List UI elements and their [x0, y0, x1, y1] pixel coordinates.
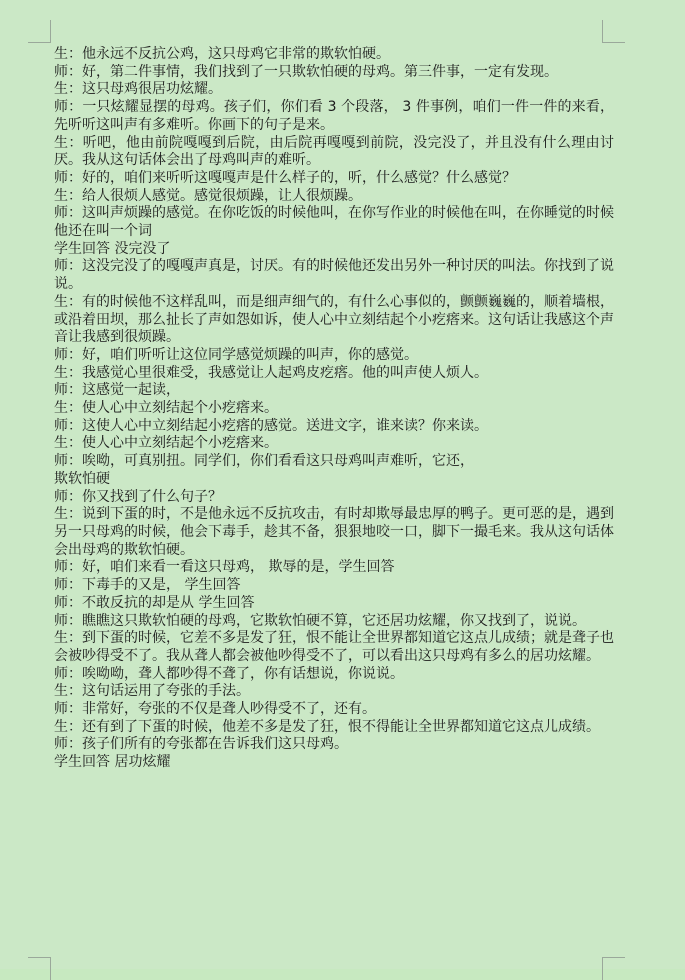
- paragraph: 生：这句话运用了夸张的手法。: [54, 683, 250, 700]
- paragraph: 学生回答 没完没了: [54, 240, 171, 257]
- paragraph: 师：这感觉一起读，: [54, 382, 180, 399]
- paragraph: 师：一只炫耀显摆的母鸡。孩子们，你们看 3 个段落， 3 件事例，咱们一件一件的来看，先听听这叫声有多难听。你画下的句子是来。: [54, 99, 614, 133]
- paragraph: 师：好，第二件事情，我们找到了一只欺软怕硬的母鸡。第三件事，一定有发现。: [54, 63, 558, 80]
- paragraph: 师：孩子们所有的夸张都在告诉我们这只母鸡。: [54, 736, 348, 753]
- paragraph: 师：不敢反抗的却是从 学生回答: [54, 594, 255, 611]
- paragraph: 生：说到下蛋的时，不是他永远不反抗攻击，有时却欺辱最忠厚的鸭子。更可恶的是，遇到另一只母鸡的时候，他会下毒手，趁其不备，狠狠地咬一口，脚下一撮毛来。我从这句话体会出母鸡的欺软怕硬。: [54, 506, 614, 558]
- paragraph: 师：这使人心中立刻结起小疙瘩的感觉。送进文字，谁来读？你来读。: [54, 417, 488, 434]
- document-body: [54, 46, 614, 772]
- paragraph: 生：我感觉心里很难受，我感觉让人起鸡皮疙瘩。他的叫声使人烦人。: [54, 364, 488, 381]
- corner-mark-top-left: [28, 20, 51, 43]
- paragraph: 学生回答 居功炫耀: [54, 754, 171, 771]
- paragraph: 师：非常好，夸张的不仅是聋人吵得受不了，还有。: [54, 701, 376, 718]
- paragraph: 生：听吧，他由前院嘎嘎到后院，由后院再嘎嘎到前院，没完没了，并且没有什么理由讨厌。我从这句话体会出了母鸡叫声的难听。: [54, 134, 614, 169]
- paragraph: 生：有的时候他不这样乱叫，而是细声细气的，有什么心事似的，颤颤巍巍的，顺着墙根，或沿着田坝，那么扯长了声如怨如诉，使人心中立刻结起个小疙瘩来。这句话让我感这个声音让我感到很烦躁。: [54, 293, 614, 346]
- paragraph: 生：使人心中立刻结起个小疙瘩来。: [54, 435, 278, 452]
- paragraph: 生：还有到了下蛋的时候，他差不多是发了狂，恨不得能让全世界都知道它这点儿成绩。: [54, 718, 600, 735]
- paragraph: 师：下毒手的又是， 学生回答: [54, 577, 241, 594]
- paragraph: 师：这没完没了的嘎嘎声真是，讨厌。有的时候他还发出另外一种讨厌的叫法。你找到了说说。: [54, 258, 614, 293]
- paragraph: 师：唉呦呦，聋人都吵得不聋了，你有话想说，你说说。: [54, 665, 404, 682]
- corner-mark-top-right: [602, 20, 625, 43]
- paragraph: 生：他永远不反抗公鸡，这只母鸡它非常的欺软怕硬。: [54, 46, 390, 62]
- paragraph: 师：这叫声烦躁的感觉。在你吃饭的时候他叫，在你写作业的时候他在叫，在你睡觉的时候他还在叫一个词: [54, 205, 614, 240]
- paragraph: 师：好的，咱们来听听这嘎嘎声是什么样子的，听，什么感觉？什么感觉？: [54, 169, 516, 186]
- paragraph: 生：使人心中立刻结起个小疙瘩来。: [54, 400, 278, 417]
- paragraph: 师：你又找到了什么句子？: [54, 488, 222, 505]
- paragraph: 生：给人很烦人感觉。感觉很烦躁，让人很烦躁。: [54, 187, 362, 204]
- paragraph: 师：唉呦，可真别扭。同学们，你们看看这只母鸡叫声难听，它还，: [54, 453, 474, 470]
- paragraph: 生：这只母鸡很居功炫耀。: [54, 81, 222, 98]
- paragraph: 师：瞧瞧这只欺软怕硬的母鸡，它欺软怕硬不算，它还居功炫耀，你又找到了，说说。: [54, 612, 586, 629]
- paragraph: 师：好，咱们来看一看这只母鸡， 欺辱的是，学生回答: [54, 559, 395, 576]
- paragraph: 欺软怕硬: [54, 470, 110, 487]
- paragraph: 生：到下蛋的时候，它差不多是发了狂，恨不能让全世界都知道它这点儿成绩；就是聋子也会被吵得受不了。我从聋人都会被他吵得受不了，可以看出这只母鸡有多么的居功炫耀。: [54, 630, 614, 664]
- paragraph: 师：好，咱们听听让这位同学感觉烦躁的叫声，你的感觉。: [54, 346, 418, 363]
